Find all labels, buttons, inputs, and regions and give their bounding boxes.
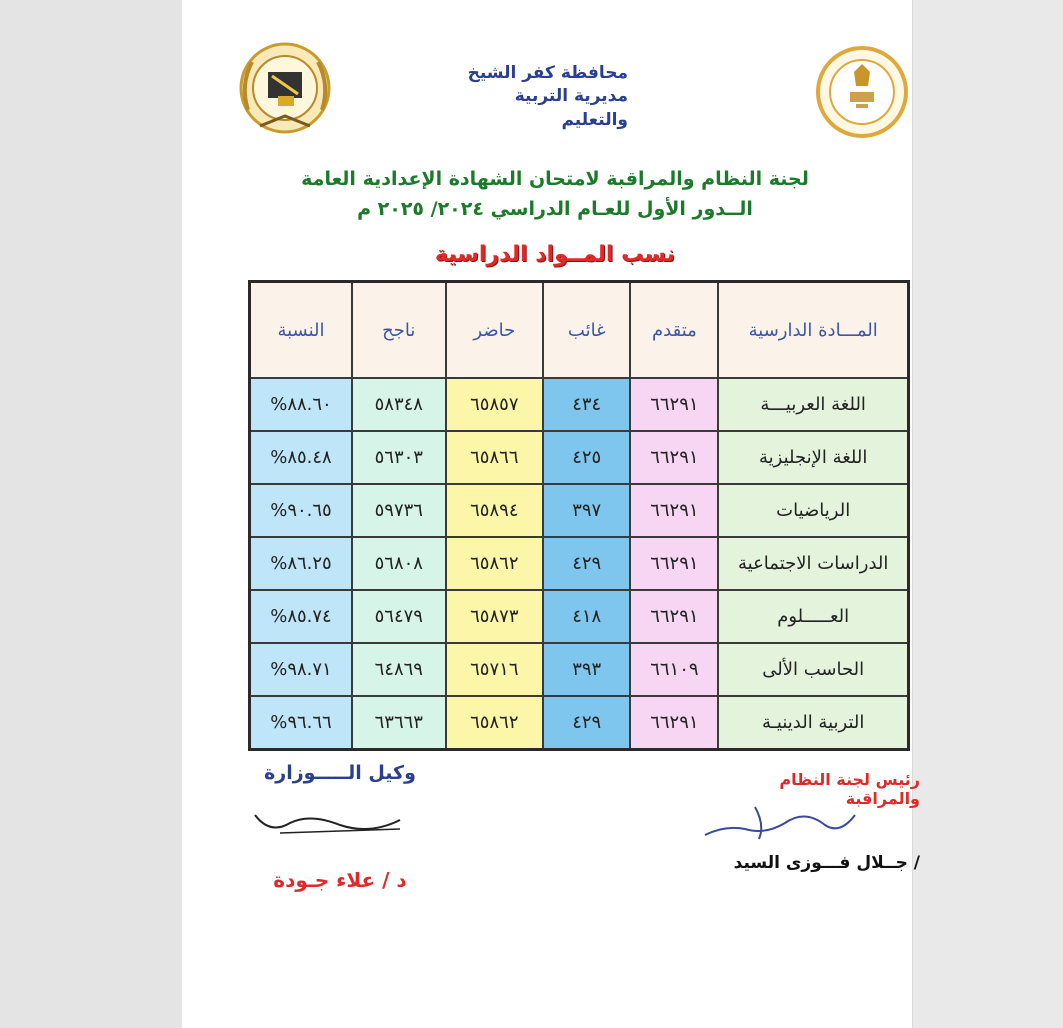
cell-advanced: ٦٦٢٩١ bbox=[630, 590, 718, 643]
header-advanced: متقدم bbox=[630, 282, 718, 379]
cell-present: ٦٥٧١٦ bbox=[446, 643, 543, 696]
cell-percent: ٨٨.٦٠% bbox=[250, 378, 352, 431]
cell-passed: ٥٨٣٤٨ bbox=[352, 378, 446, 431]
cell-absent: ٤٣٤ bbox=[543, 378, 630, 431]
cell-absent: ٤١٨ bbox=[543, 590, 630, 643]
undersecretary-signature bbox=[250, 795, 420, 849]
cell-present: ٦٥٨٧٣ bbox=[446, 590, 543, 643]
header-present: حاضر bbox=[446, 282, 543, 379]
governorate-label: محافظة كفر الشيخ bbox=[467, 63, 628, 83]
background-right bbox=[912, 0, 1063, 1028]
cell-passed: ٦٣٦٦٣ bbox=[352, 696, 446, 750]
directorate-logo bbox=[230, 40, 340, 140]
cell-absent: ٣٩٧ bbox=[543, 484, 630, 537]
cell-advanced: ٦٦٢٩١ bbox=[630, 378, 718, 431]
cell-absent: ٤٢٩ bbox=[543, 537, 630, 590]
cell-passed: ٦٤٨٦٩ bbox=[352, 643, 446, 696]
subject-percentages-title: نسب المــواد الدراسية bbox=[434, 242, 676, 267]
ministry-logo bbox=[812, 42, 912, 152]
cell-absent: ٣٩٣ bbox=[543, 643, 630, 696]
committee-head-name: / جــلال فـــوزى السيد bbox=[733, 853, 920, 873]
table-row bbox=[250, 643, 909, 696]
cell-subject: اللغة العربيـــة bbox=[718, 378, 908, 431]
cell-present: ٦٥٨٩٤ bbox=[446, 484, 543, 537]
cell-subject: الحاسب الألى bbox=[718, 643, 908, 696]
cell-present: ٦٥٨٦٢ bbox=[446, 537, 543, 590]
cell-absent: ٤٢٥ bbox=[543, 431, 630, 484]
cell-advanced: ٦٦١٠٩ bbox=[630, 643, 718, 696]
cell-absent: ٤٢٩ bbox=[543, 696, 630, 750]
cell-present: ٦٥٨٥٧ bbox=[446, 378, 543, 431]
background-left bbox=[0, 0, 182, 1028]
cell-present: ٦٥٨٦٦ bbox=[446, 431, 543, 484]
cell-percent: ٩٨.٧١% bbox=[250, 643, 352, 696]
undersecretary-title: وكيل الـــــوزارة bbox=[264, 762, 416, 784]
cell-percent: ٩٠.٦٥% bbox=[250, 484, 352, 537]
cell-subject: العـــــلوم bbox=[718, 590, 908, 643]
table-row bbox=[250, 590, 909, 643]
cell-present: ٦٥٨٦٢ bbox=[446, 696, 543, 750]
cell-percent: ٨٦.٢٥% bbox=[250, 537, 352, 590]
table-row bbox=[250, 378, 909, 431]
committee-head-signature bbox=[695, 795, 865, 849]
table-row bbox=[250, 431, 909, 484]
table-row bbox=[250, 696, 909, 750]
results-table bbox=[248, 280, 910, 751]
table-row bbox=[250, 484, 909, 537]
cell-subject: التربية الدينيـة bbox=[718, 696, 908, 750]
header-absent: غائب bbox=[543, 282, 630, 379]
cell-advanced: ٦٦٢٩١ bbox=[630, 537, 718, 590]
cell-percent: ٨٥.٤٨% bbox=[250, 431, 352, 484]
undersecretary-name: د / علاء جـودة bbox=[273, 868, 407, 892]
table-row bbox=[250, 537, 909, 590]
cell-advanced: ٦٦٢٩١ bbox=[630, 696, 718, 750]
cell-subject: الرياضيات bbox=[718, 484, 908, 537]
header-subject: المـــادة الدارسية bbox=[718, 282, 908, 379]
cell-subject: الدراسات الاجتماعية bbox=[718, 537, 908, 590]
header-passed: ناجح bbox=[352, 282, 446, 379]
committee-head-title: رئيس لجنة النظام والمراقبة bbox=[779, 770, 920, 808]
directorate-label: مديرية التربية والتعليم bbox=[514, 86, 628, 130]
exam-round-title: الــدور الأول للعـام الدراسي ٢٠٢٤/ ٢٠٢٥ م bbox=[357, 198, 753, 220]
cell-advanced: ٦٦٢٩١ bbox=[630, 484, 718, 537]
cell-passed: ٥٩٧٣٦ bbox=[352, 484, 446, 537]
table-header-row bbox=[250, 282, 909, 379]
cell-advanced: ٦٦٢٩١ bbox=[630, 431, 718, 484]
cell-percent: ٩٦.٦٦% bbox=[250, 696, 352, 750]
cell-passed: ٥٦٨٠٨ bbox=[352, 537, 446, 590]
cell-percent: ٨٥.٧٤% bbox=[250, 590, 352, 643]
committee-title: لجنة النظام والمراقبة لامتحان الشهادة الإعدادية العامة bbox=[301, 168, 809, 190]
cell-subject: اللغة الإنجليزية bbox=[718, 431, 908, 484]
header-block bbox=[448, 62, 628, 132]
cell-passed: ٥٦٣٠٣ bbox=[352, 431, 446, 484]
header-percent: النسبة bbox=[250, 282, 352, 379]
cell-passed: ٥٦٤٧٩ bbox=[352, 590, 446, 643]
